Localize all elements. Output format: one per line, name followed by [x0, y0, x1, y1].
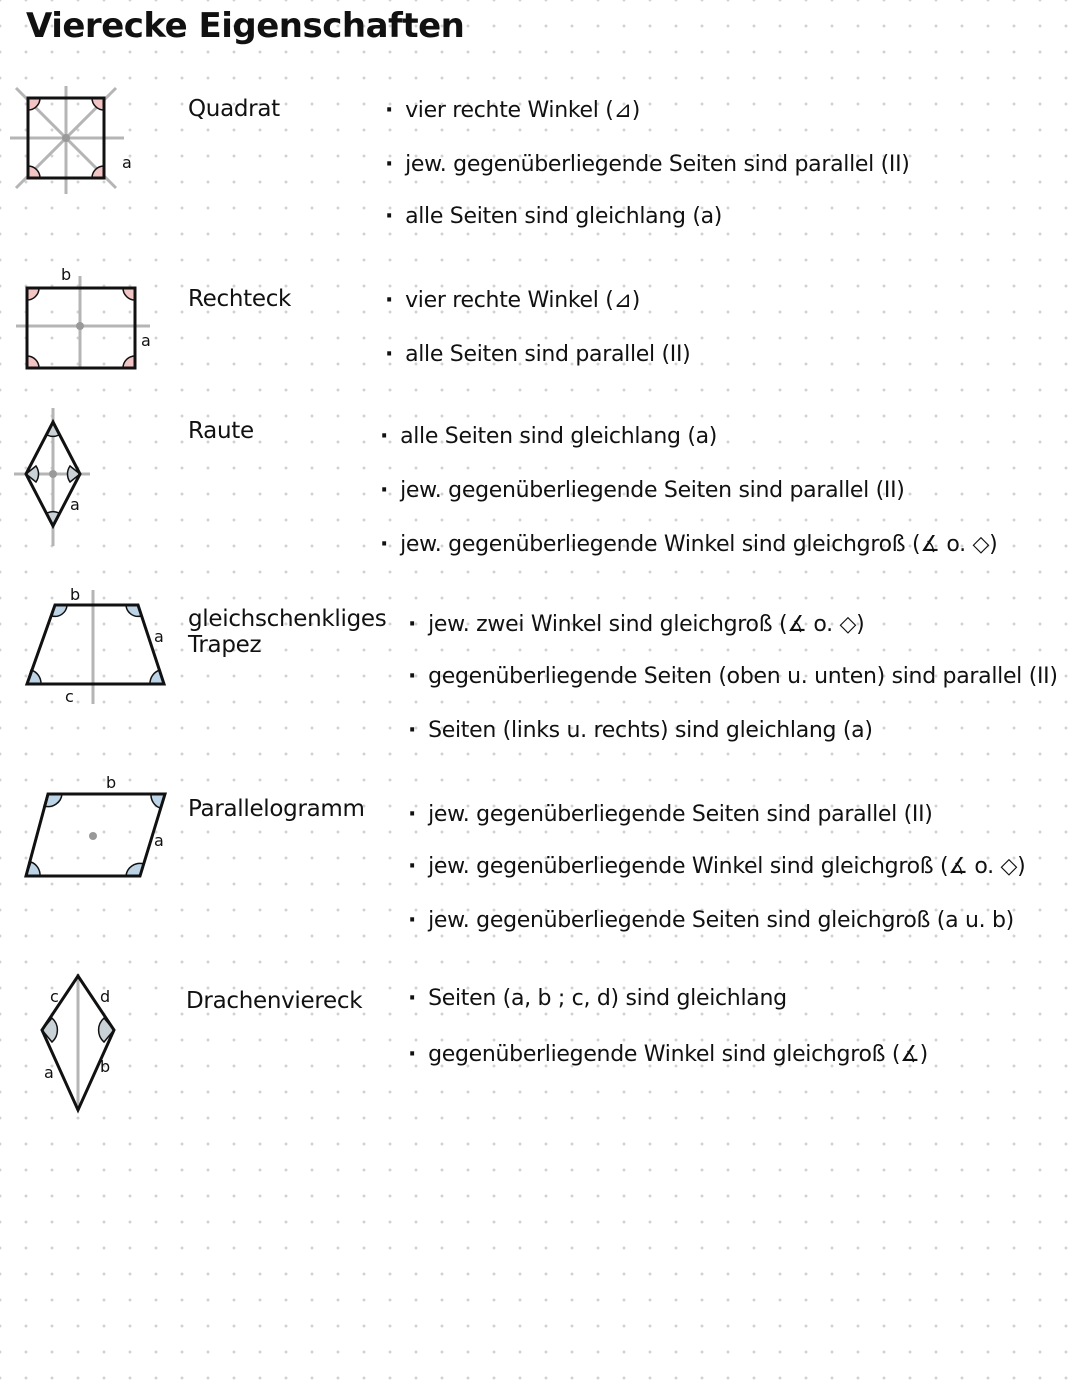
property-item: · alle Seiten sind gleichlang (a) [385, 204, 722, 229]
shape-name-trapez: gleichschenkliges Trapez [188, 606, 387, 659]
kite-figure [0, 970, 130, 1115]
property-item: · Seiten (links u. rechts) sind gleichlang (a) [408, 718, 873, 743]
property-item: · gegenüberliegende Winkel sind gleichgroß (∡) [408, 1042, 928, 1067]
property-item: · vier rechte Winkel (⊿) [385, 288, 640, 313]
property-item: · jew. gegenüberliegende Seiten sind parallel (II) [385, 152, 910, 177]
trapezoid-label-b: b [70, 585, 81, 604]
parallelogram-label-b: b [106, 773, 117, 792]
kite-label-a: a [44, 1063, 54, 1082]
shape-name-drachenviereck: Drachenviereck [186, 988, 363, 1014]
property-item: · alle Seiten sind gleichlang (a) [380, 424, 717, 449]
property-item: · gegenüberliegende Seiten (oben u. unten) sind parallel (II) [408, 664, 1058, 689]
shape-name-rechteck: Rechteck [188, 286, 292, 312]
property-item: · vier rechte Winkel (⊿) [385, 98, 640, 123]
rhombus-figure [0, 404, 110, 549]
property-item: · jew. gegenüberliegende Seiten sind gleichgroß (a u. b) [408, 908, 1014, 933]
page-title: Vierecke Eigenschaften [26, 6, 465, 46]
trapezoid-figure [0, 580, 180, 710]
property-item: · jew. gegenüberliegende Seiten sind parallel (II) [408, 802, 933, 827]
square-label-a: a [122, 153, 132, 172]
rhombus-label-a: a [70, 495, 80, 514]
square-figure [0, 80, 160, 200]
property-item: · jew. zwei Winkel sind gleichgroß (∡ o. ◇) [408, 612, 864, 637]
parallelogram-figure [0, 770, 180, 885]
shape-name-quadrat: Quadrat [188, 96, 280, 122]
kite-label-c: c [50, 987, 59, 1006]
kite-label-d: d [100, 987, 111, 1006]
property-item: · jew. gegenüberliegende Winkel sind gleichgroß (∡ o. ◇) [408, 854, 1025, 879]
rectangle-label-a: a [141, 331, 151, 350]
kite-label-b: b [100, 1057, 111, 1076]
rectangle-label-b: b [61, 265, 72, 284]
rectangle-figure [0, 262, 170, 377]
property-item: · alle Seiten sind parallel (II) [385, 342, 690, 367]
parallelogram-label-a: a [154, 831, 164, 850]
shape-name-parallelogramm: Parallelogramm [188, 796, 365, 822]
shape-name-raute: Raute [188, 418, 254, 444]
trapezoid-label-c: c [65, 687, 74, 706]
trapezoid-label-a: a [154, 627, 164, 646]
property-item: · Seiten (a, b ; c, d) sind gleichlang [408, 986, 787, 1011]
property-item: · jew. gegenüberliegende Seiten sind parallel (II) [380, 478, 905, 503]
property-item: · jew. gegenüberliegende Winkel sind gleichgroß (∡ o. ◇) [380, 532, 997, 557]
